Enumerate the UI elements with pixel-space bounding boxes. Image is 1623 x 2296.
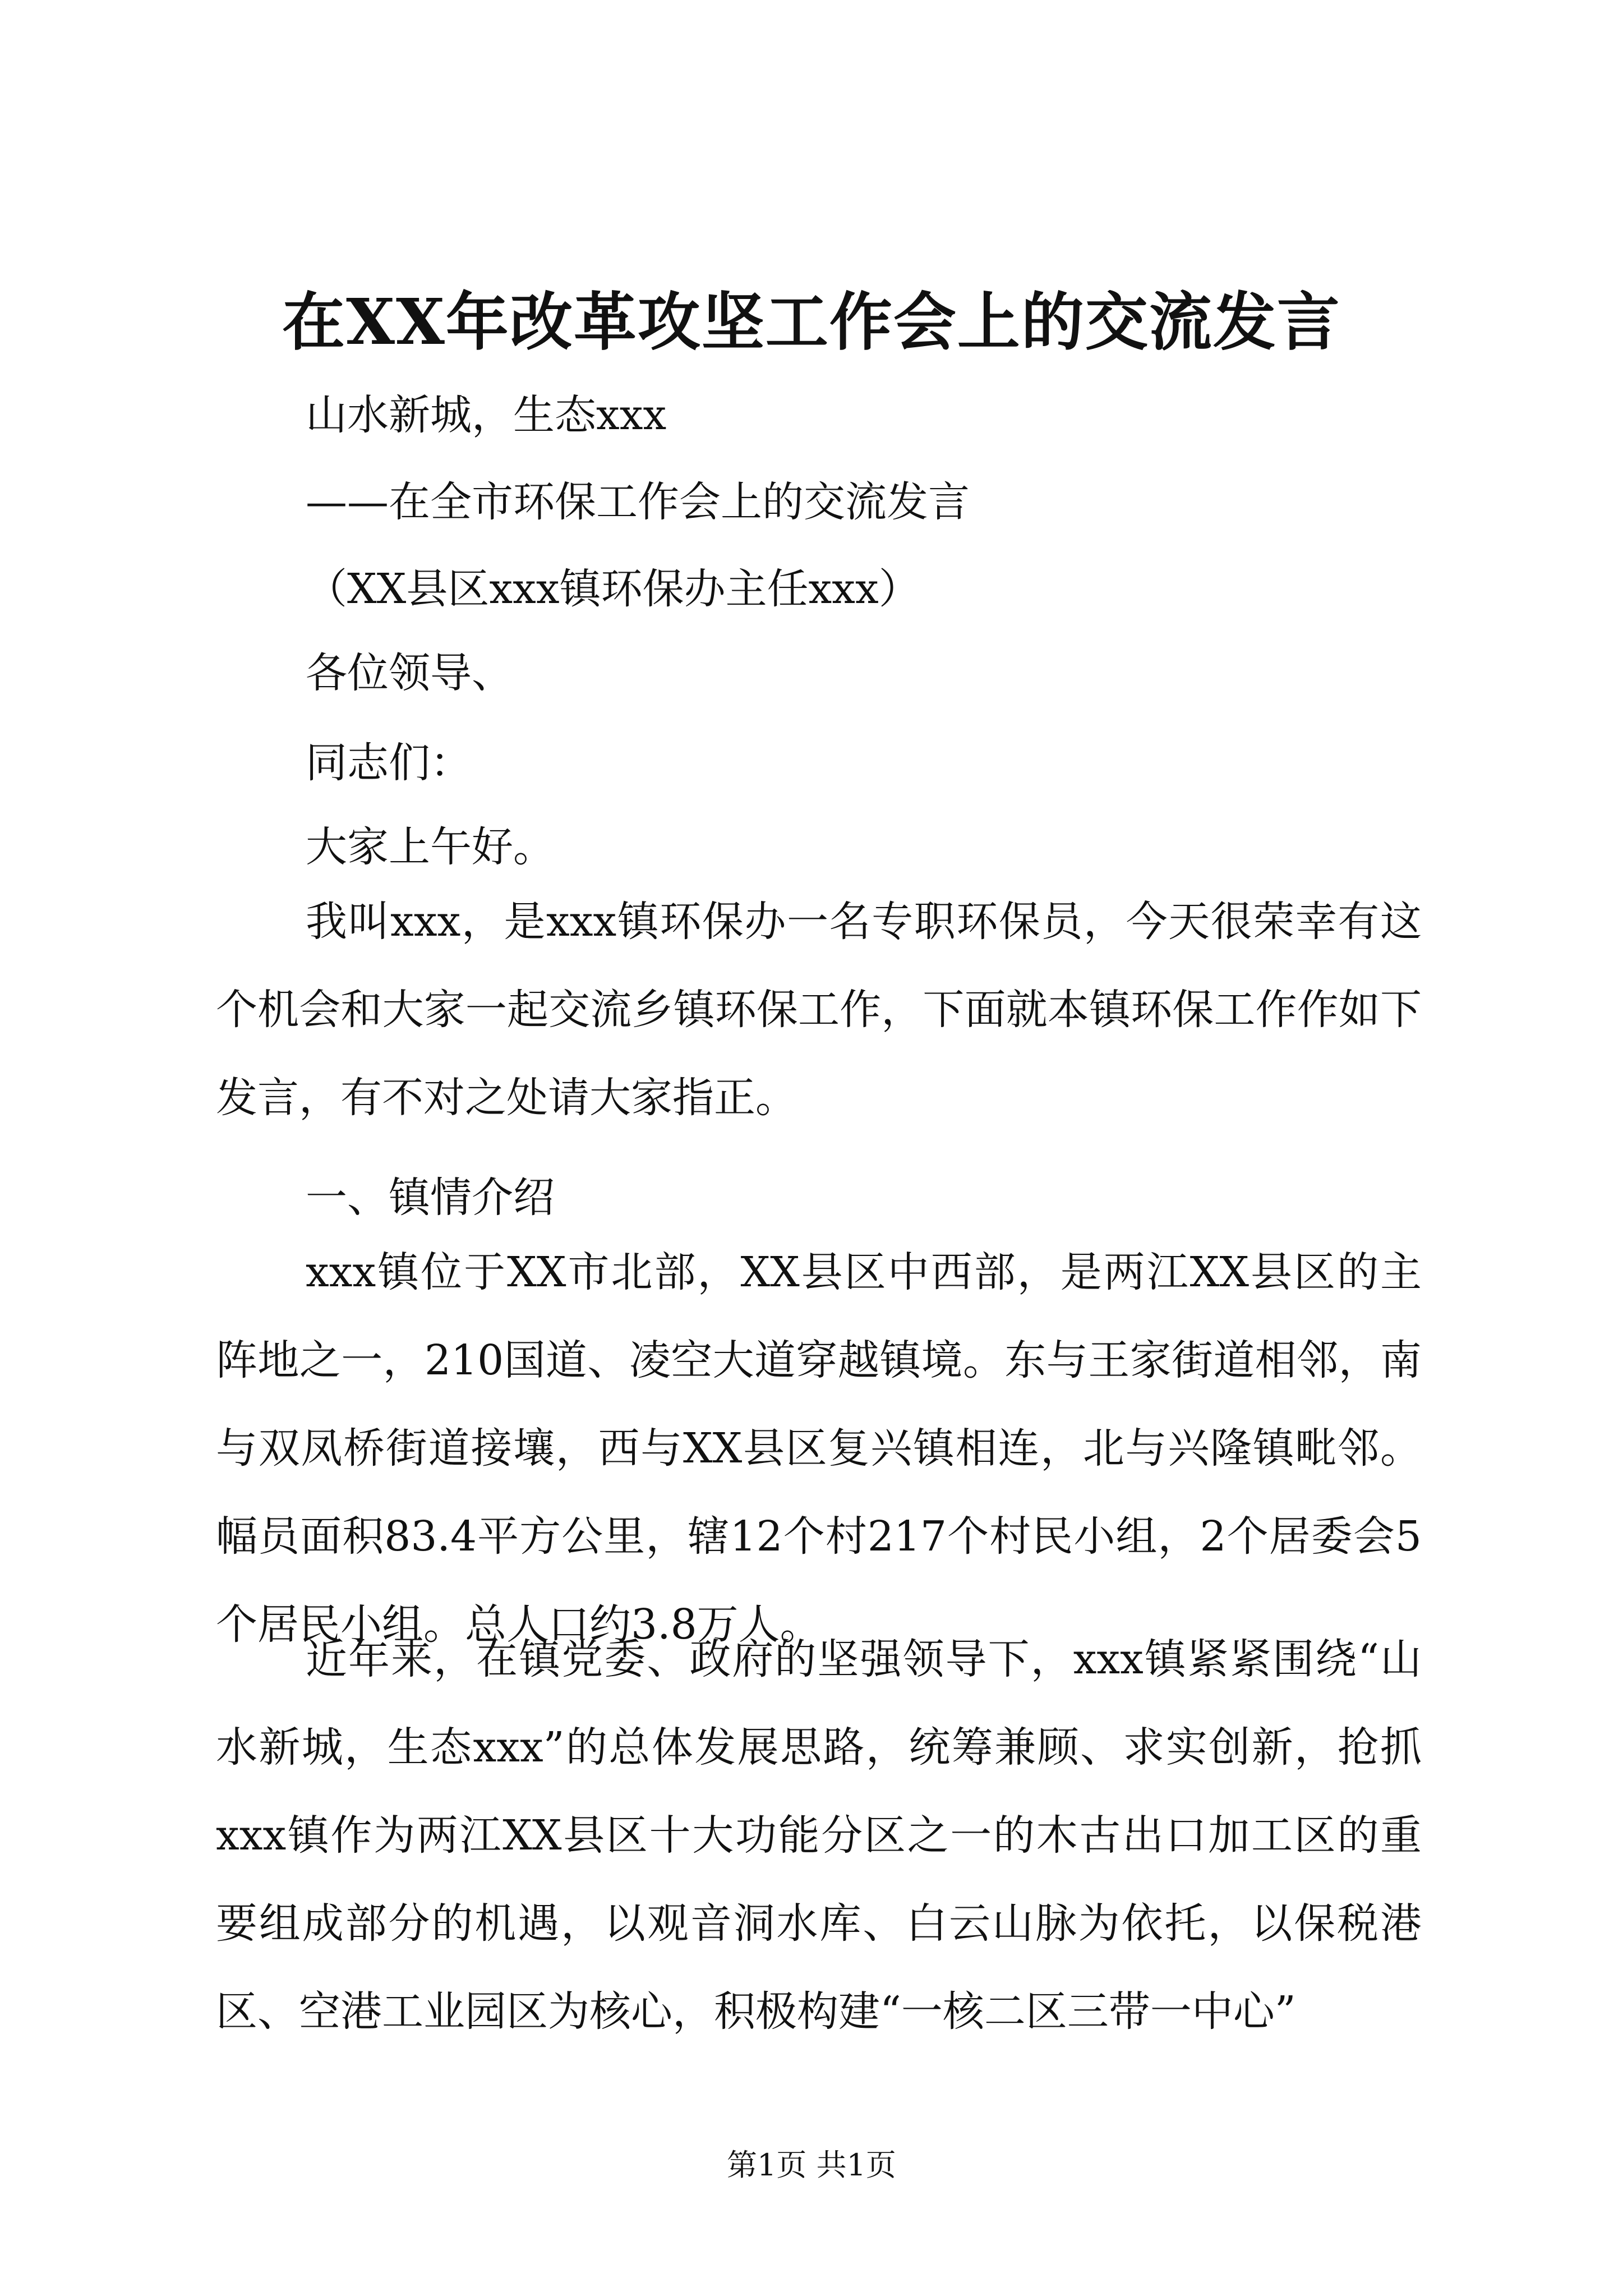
- author-line: （XX县区xxx镇环保办主任xxx）: [306, 565, 920, 613]
- document-title: 在XX年改革攻坚工作会上的交流发言: [282, 286, 1341, 359]
- town-profile-paragraph: xxx镇位于XX市北部，XX县区中西部，是两江XX县区的主阵地之一，210国道、凌空大道穿越镇境。东与王家街道相邻，南与双凤桥街道接壤，西与XX县区复兴镇相连，北与兴隆镇毗邻。幅员面积83.4平方公里，辖12个村217个村民小组，2个居委会5个居民小组。总人口约3.8万人。: [216, 1248, 1422, 1649]
- intro-paragraph: 我叫xxx，是xxx镇环保办一名专职环保员，今天很荣幸有这个机会和大家一起交流乡镇环保工作，下面就本镇环保工作作如下发言，有不对之处请大家指正。: [216, 898, 1422, 1122]
- greeting-line: 大家上午好。: [306, 823, 555, 871]
- development-paragraph: 近年来，在镇党委、政府的坚强领导下，xxx镇紧紧围绕“山水新城，生态xxx”的总体发展思路，统筹兼顾、求实创新，抢抓xxx镇作为两江XX县区十大功能分区之一的木古出口加工区的重要组成部分的机遇，以观音洞水库、白云山脉为依托，以保税港区、空港工业园区为核心，积极构建“一核二区三带一中心”: [216, 1635, 1422, 2036]
- subtitle-line: 山水新城，生态xxx: [306, 391, 667, 439]
- salutation-leaders: 各位领导、: [306, 649, 513, 697]
- section-heading: 一、镇情介绍: [306, 1174, 555, 1222]
- page-footer: 第1页 共1页: [727, 2147, 896, 2183]
- subheading-line: ——在全市环保工作会上的交流发言: [306, 478, 970, 526]
- salutation-comrades: 同志们：: [306, 739, 472, 787]
